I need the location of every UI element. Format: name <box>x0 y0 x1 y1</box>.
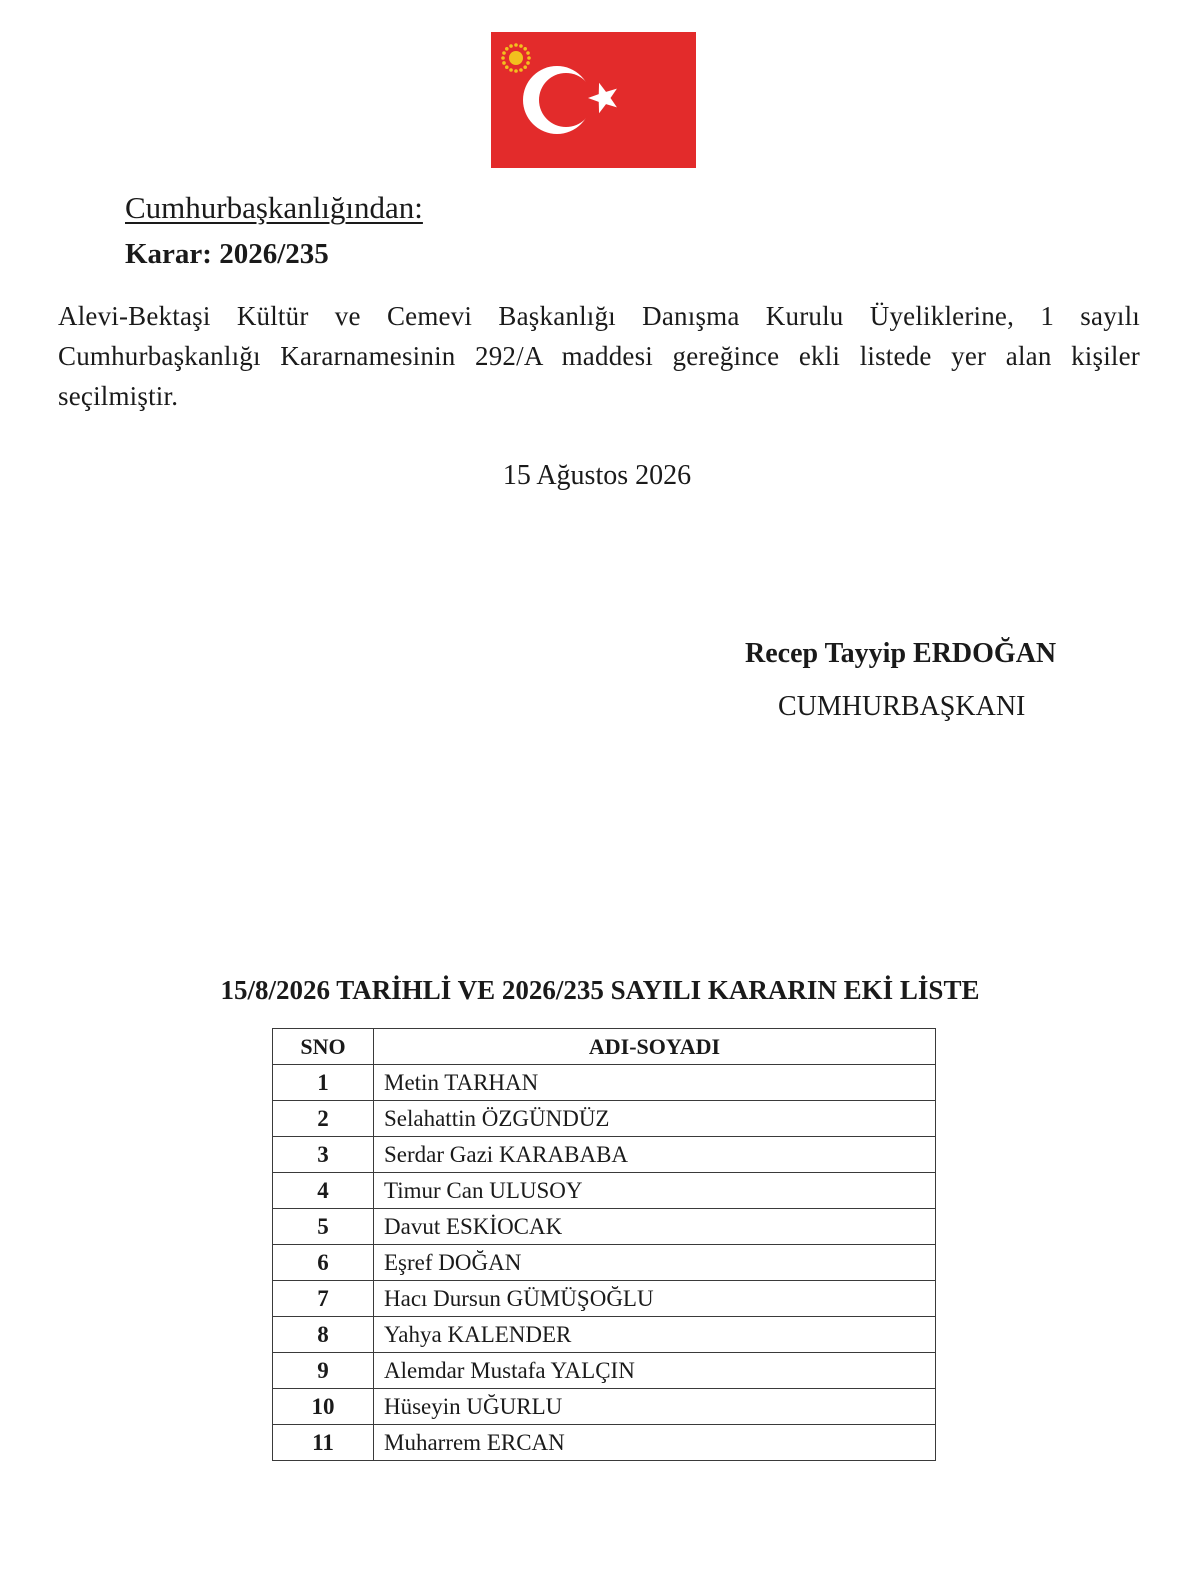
decision-body: Alevi-Bektaşi Kültür ve Cemevi Başkanlığı Danışma Kurulu Üyeliklerine, 1 sayılı Cumhurbaşkanlığı Kararnamesinin 292/A maddesi gereğince ekli listede yer alan kişiler seçilmiştir. <box>58 301 1140 411</box>
flag-graphic <box>491 32 696 168</box>
signer-name: Recep Tayyip ERDOĞAN <box>745 638 1057 669</box>
row-sno: 1 <box>273 1065 374 1101</box>
table-row <box>273 1245 936 1281</box>
table-row <box>273 1353 936 1389</box>
annex-title: 15/8/2026 TARİHLİ VE 2026/235 SAYILI KARARIN EKİ LİSTE <box>220 975 980 1005</box>
column-header-name: ADI-SOYADI <box>374 1029 936 1065</box>
table-row <box>273 1317 936 1353</box>
row-name: Selahattin ÖZGÜNDÜZ <box>374 1101 936 1137</box>
row-name: Alemdar Mustafa YALÇIN <box>374 1353 936 1389</box>
row-name: Timur Can ULUSOY <box>374 1173 936 1209</box>
row-sno: 9 <box>273 1353 374 1389</box>
row-sno: 7 <box>273 1281 374 1317</box>
row-sno: 5 <box>273 1209 374 1245</box>
table-row <box>273 1173 936 1209</box>
table-header-row <box>273 1029 936 1065</box>
row-sno: 4 <box>273 1173 374 1209</box>
row-name: Yahya KALENDER <box>374 1317 936 1353</box>
row-sno: 3 <box>273 1137 374 1173</box>
turkish-flag <box>491 32 696 168</box>
table-row <box>273 1425 936 1461</box>
row-name: Metin TARHAN <box>374 1065 936 1101</box>
column-header-sno: SNO <box>273 1029 374 1065</box>
signer-title: CUMHURBAŞKANI <box>778 691 1026 722</box>
row-sno: 6 <box>273 1245 374 1281</box>
decision-date-wrap <box>0 460 1200 492</box>
flag-field <box>491 32 696 168</box>
row-name: Muharrem ERCAN <box>374 1425 936 1461</box>
row-name: Serdar Gazi KARABABA <box>374 1137 936 1173</box>
table-row <box>273 1065 936 1101</box>
decision-date: 15 Ağustos 2026 <box>502 460 692 491</box>
row-sno: 11 <box>273 1425 374 1461</box>
row-name: Hüseyin UĞURLU <box>374 1389 936 1425</box>
row-sno: 2 <box>273 1101 374 1137</box>
table-row <box>273 1137 936 1173</box>
decision-number: Karar: 2026/235 <box>125 238 329 270</box>
table-row <box>273 1281 936 1317</box>
table-row <box>273 1101 936 1137</box>
table-row <box>273 1209 936 1245</box>
table-row <box>273 1389 936 1425</box>
issuer-heading: Cumhurbaşkanlığından: <box>125 190 423 225</box>
row-sno: 8 <box>273 1317 374 1353</box>
members-table-body <box>273 1065 936 1461</box>
members-table <box>272 1028 936 1461</box>
crescent-inner <box>539 73 593 127</box>
row-sno: 10 <box>273 1389 374 1425</box>
row-name: Davut ESKİOCAK <box>374 1209 936 1245</box>
row-name: Hacı Dursun GÜMÜŞOĞLU <box>374 1281 936 1317</box>
row-name: Eşref DOĞAN <box>374 1245 936 1281</box>
